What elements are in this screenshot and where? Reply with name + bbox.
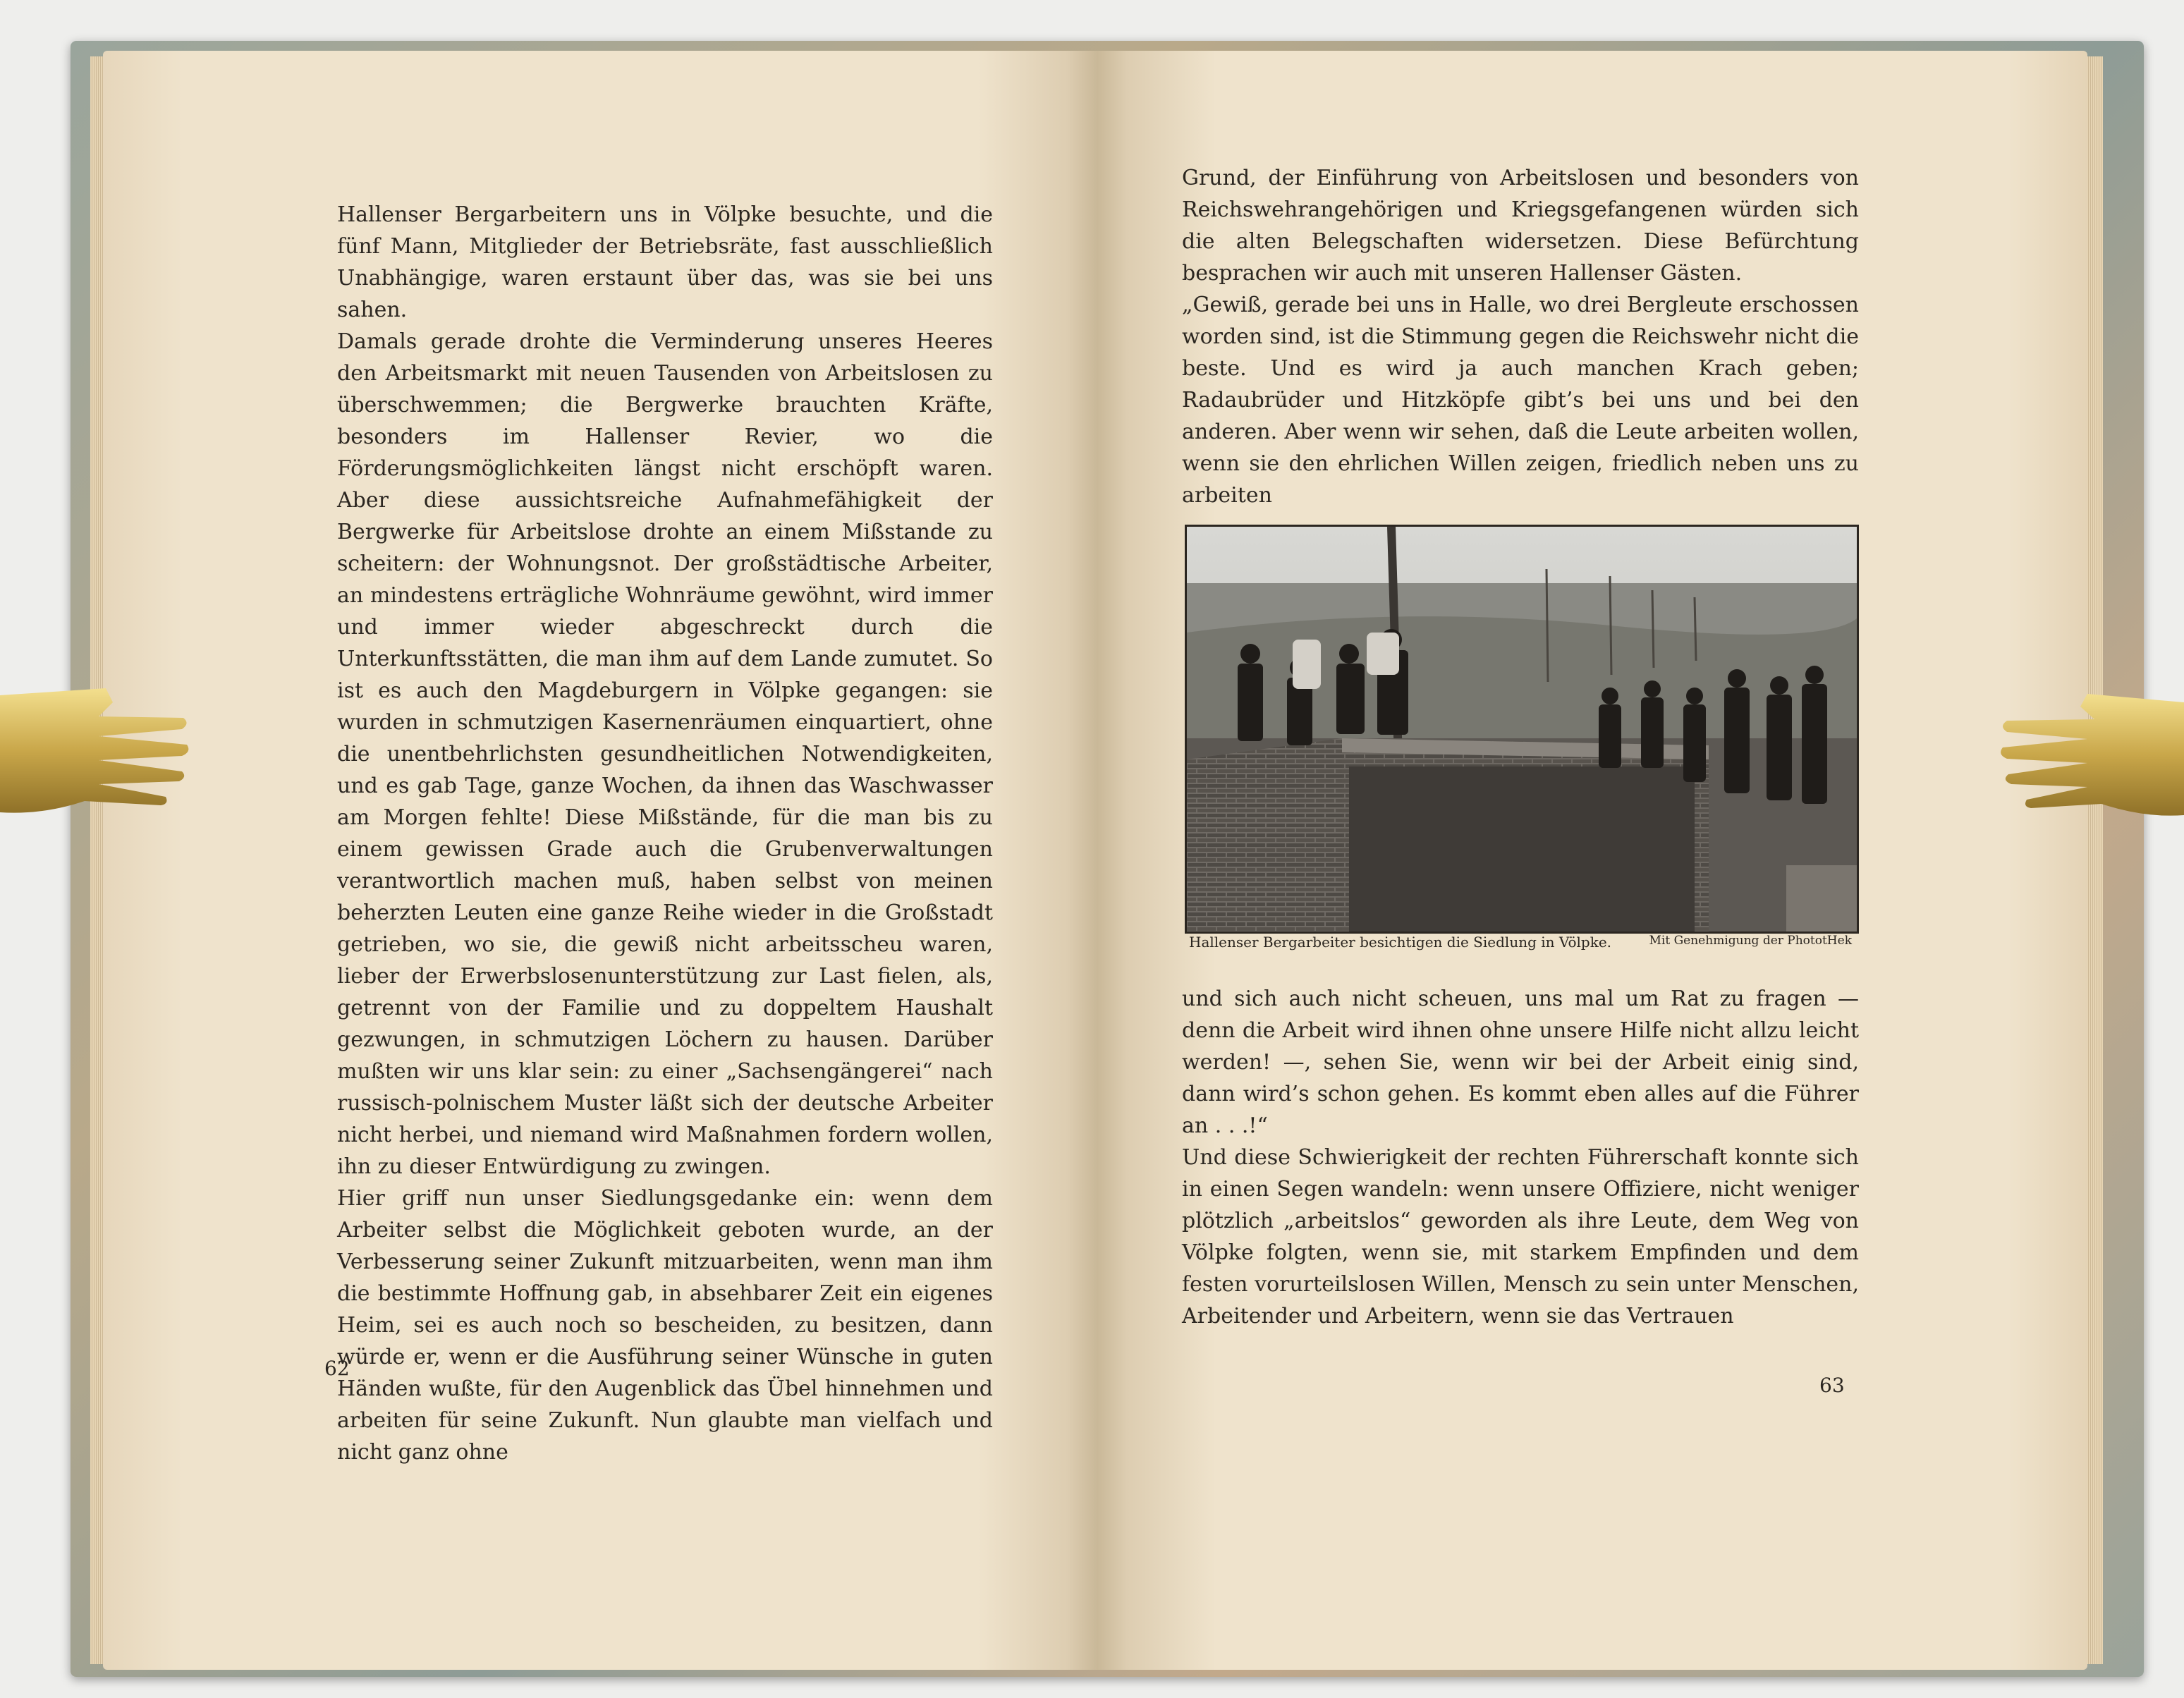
left-page-number: 62: [324, 1357, 350, 1380]
photo-caption-row: [1189, 934, 1852, 951]
right-page-body-text-bottom: und sich auch nicht scheuen, uns mal um Rat zu fragen — denn die Arbeit wird ihnen ohne unsere Hilfe nicht allzu leicht werden! —, sehen Sie, wenn wir bei der Arbeit einig sind, dann wird’s schon gehen. Es kommt eben alles auf die Führer an . . .!“ Und diese Schwierigkeit der rechten Führerschaft konnte sich in einen Segen wandeln: wenn unsere Offiziere, nicht weniger plötzlich „arbeitslos“ geworden als ihre Leute, dem Weg von Völpke folgten, wenn sie, mit starkem Empfinden und dem festen vorurteilslosen Willen, Mensch zu sein unter Menschen, Arbeitender und Arbeitern, wenn sie das Vertrauen: [1182, 987, 1859, 1329]
brass-hand-page-holder-right: [1996, 674, 2184, 829]
left-page-body-text: Hallenser Bergarbeitern uns in Völpke besuchte, und die fünf Mann, Mitglieder der Betriebsräte, fast ausschließlich Unabhängige, waren erstaunt über das, was sie bei uns sahen. Damals gerade drohte die Verminderung unseres Heeres den Arbeitsmarkt mit neuen Tausenden von Arbeitslosen zu überschwemmen; die Bergwerke brauchten Kräfte, besonders im Hallenser Revier, wo die Förderungsmöglichkeiten längst nicht erschöpft waren. Aber diese aussichtsreiche Aufnahmefähigkeit der Bergwerke für Arbeitslose drohte an einem Mißstande zu scheitern: der Wohnungsnot. Der großstädtische Arbeiter, an mindestens erträgliche Wohnräume gewöhnt, wird immer und immer wieder abgeschreckt durch die Unterkunftsstätten, die man ihm auf dem Lande zumutet. So ist es auch den Magdeburgern in Völpke gegangen: sie wurden in schmutzigen Kasernenräumen einquartiert, ohne die unentbehrlichsten gesundheitlichen Notwendigkeiten, und es gab Tage, ganze Wochen, da ihnen das Waschwasser am Morgen fehlte! Diese Mißstände, für die man bis zu einem gewissen Grade auch die Grubenverwaltungen verantwortlich machen muß, haben selbst von meinen beherzten Leuten eine ganze Reihe wieder in die Großstadt getrieben, wo sie, die gewiß nicht arbeitsscheu waren, lieber der Erwerbslosenunterstützung zur Last fielen, als, getrennt von der Familie und zu doppeltem Haushalt gezwungen, in schmutzigen Löchern zu hausen. Darüber mußten wir uns klar sein: zu einer „Sachsengängerei“ nach russisch-polnischem Muster läßt sich der deutsche Arbeiter nicht herbei, und niemand wird Maßnahmen fordern wollen, ihn zu dieser Entwürdigung zu zwingen. Hier griff nun unser Siedlungsgedanke ein: wenn dem Arbeiter selbst die Möglichkeit geboten wurde, an der Verbesserung seiner Zukunft mitzuarbeiten, wenn man ihm die bestimmte Hoffnung gab, in absehbarer Zeit ein eigenes Heim, sei es auch noch so bescheiden, zu besitzen, dann würde er, wenn er die Ausführung seiner Wünsche in guten Händen wußte, für den Augenblick das Übel hinnehmen und arbeiten für seine Zukunft. Nun glaubte man vielfach und nicht ganz ohne: [337, 202, 993, 1465]
photo-credit: Mit Genehmigung der PhototHek: [1649, 934, 1852, 948]
photograph-image: [1187, 527, 1857, 932]
photograph-workers-at-construction-site: [1185, 525, 1859, 934]
right-page-body-text-top: Grund, der Einführung von Arbeitslosen und besonders von Reichswehrangehörigen und Kriegsgefangenen würden sich die alten Belegschaften widersetzen. Diese Befürchtung besprachen wir auch mit unseren Hallenser Gästen. „Gewiß, gerade bei uns in Halle, wo drei Bergleute erschossen worden sind, ist die Stimmung gegen die Reichswehr nicht die beste. Und es wird ja auch manchen Krach geben; Radaubrüder und Hitzköpfe gibt’s bei uns und bei den anderen. Aber wenn wir sehen, daß die Leute arbeiten wollen, wenn sie den ehrlichen Willen zeigen, friedlich neben uns zu arbeiten: [1182, 166, 1859, 508]
photo-caption: Hallenser Bergarbeiter besichtigen die Siedlung in Völpke.: [1189, 934, 1612, 951]
right-page-number: 63: [1819, 1374, 1845, 1397]
brass-hand-page-holder-left: [0, 674, 190, 829]
